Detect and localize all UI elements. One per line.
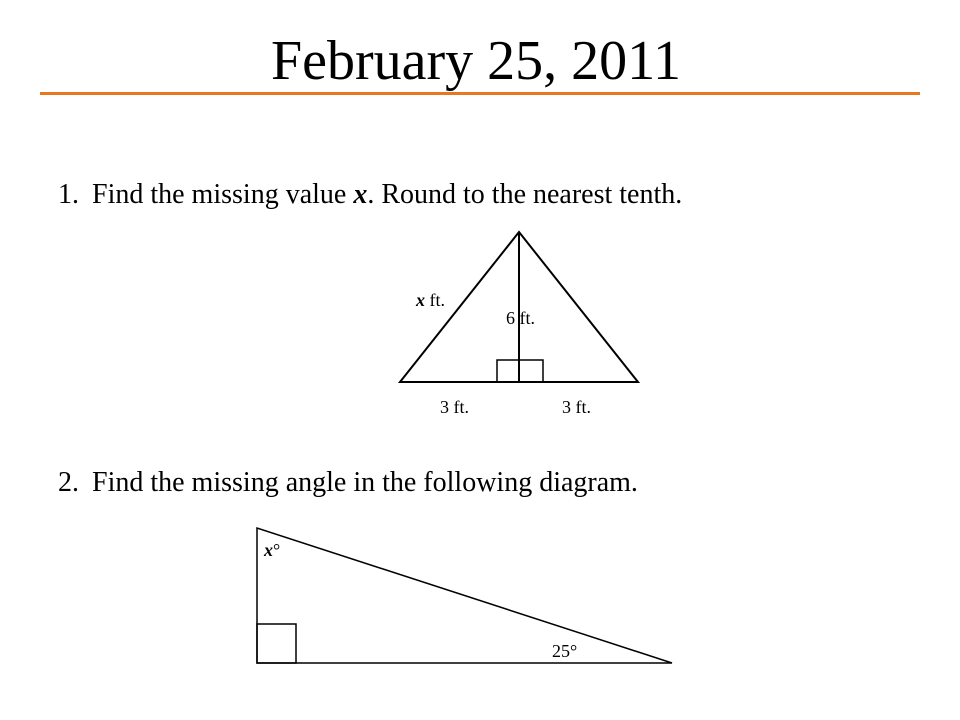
page-title: February 25, 2011	[270, 30, 682, 92]
question-1-number: 1.	[58, 179, 79, 210]
right-angle-marker-left	[497, 360, 519, 382]
missing-angle-label	[264, 540, 280, 560]
base-right-label: 3 ft.	[562, 397, 591, 417]
question-2-text: Find the missing angle in the following diagram.	[92, 467, 638, 498]
right-angle-marker	[257, 624, 296, 663]
base-left-label: 3 ft.	[440, 397, 469, 417]
question-1-variable: x	[353, 179, 368, 210]
question-1-text-after: . Round to the nearest tenth.	[367, 179, 683, 210]
missing-angle-degree: °	[273, 540, 281, 560]
question-2	[58, 466, 638, 500]
right-triangle	[257, 528, 672, 663]
question-2-number: 2.	[58, 467, 79, 498]
right-triangle-figure	[257, 528, 672, 663]
side-length-variable: x	[416, 290, 425, 310]
height-label: 6 ft.	[506, 308, 535, 328]
missing-angle-variable: x	[264, 540, 273, 560]
side-length-label	[416, 290, 445, 310]
right-angle-marker-right	[519, 360, 543, 382]
question-1-text-before: Find the missing value	[92, 179, 354, 210]
side-length-unit: ft.	[425, 290, 445, 310]
known-angle-label: 25°	[552, 641, 578, 661]
